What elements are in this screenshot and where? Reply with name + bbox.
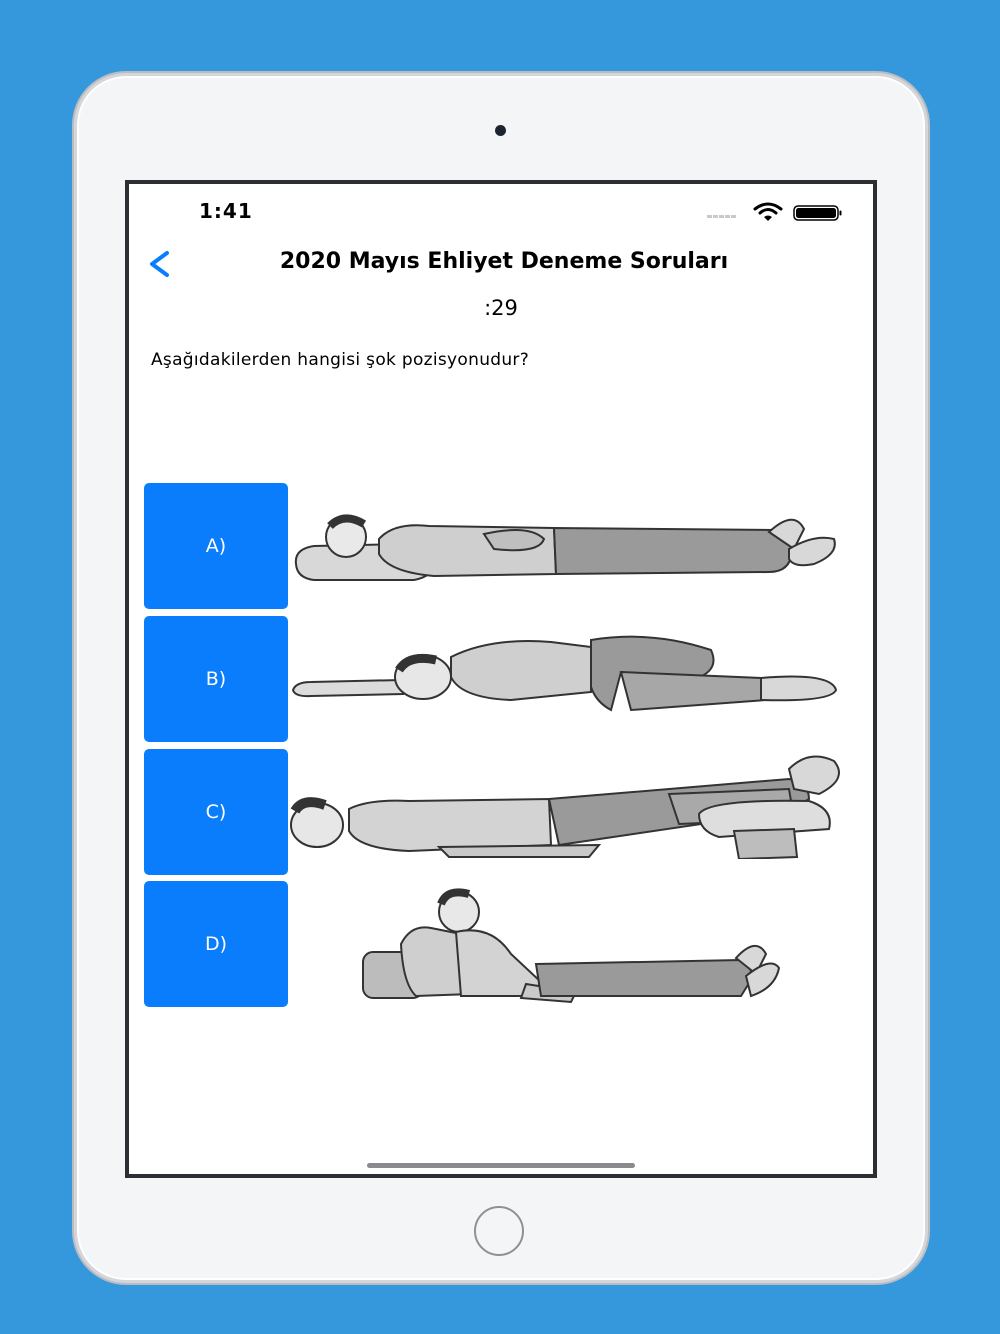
option-label: A) <box>205 535 227 557</box>
option-label: B) <box>205 668 227 690</box>
option-c-button[interactable] <box>144 749 288 875</box>
semi-sitting-position-image <box>361 884 781 1004</box>
back-chevron-icon[interactable] <box>137 239 177 287</box>
status-time: 1:41 <box>199 199 253 223</box>
supine-position-image <box>294 504 844 594</box>
option-label: C) <box>205 801 227 823</box>
page-title: 2020 Mayıs Ehliyet Deneme Soruları <box>279 249 729 274</box>
option-b-button[interactable] <box>144 616 288 742</box>
countdown-timer: :29 <box>484 296 518 320</box>
question-text: Aşağıdakilerden hangisi şok pozisyonudur? <box>151 350 530 370</box>
cellular-signal-icon <box>707 215 743 219</box>
home-indicator <box>367 1163 635 1168</box>
legs-elevated-shock-position-image <box>289 749 859 859</box>
recovery-position-image <box>291 632 841 722</box>
option-a-button[interactable] <box>144 483 288 609</box>
option-label: D) <box>204 933 228 955</box>
home-button[interactable] <box>474 1206 524 1256</box>
camera-dot <box>495 125 506 136</box>
app-screen <box>125 180 877 1178</box>
battery-icon <box>793 205 843 221</box>
wifi-icon <box>753 202 783 222</box>
option-d-button[interactable] <box>144 881 288 1007</box>
